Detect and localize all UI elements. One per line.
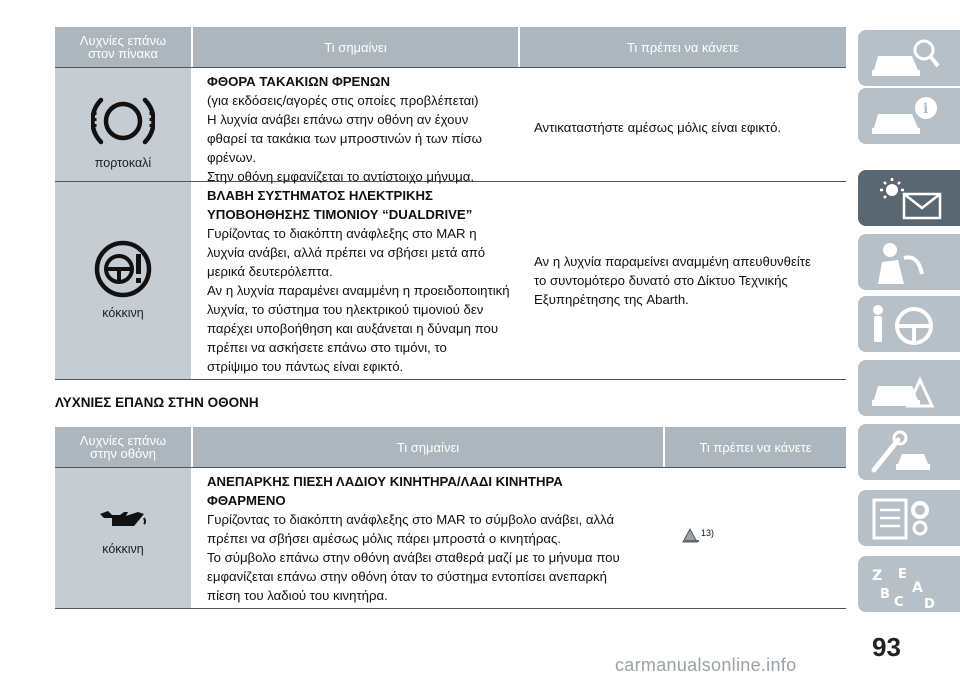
tab-car-info[interactable] [858, 88, 960, 144]
note-reference[interactable]: 13) [701, 528, 715, 538]
table1-header-lamps [55, 27, 191, 67]
table2-meaning-line: πίεση του λαδιού του κινητήρα. [207, 588, 388, 603]
watermark: carmanualsonline.info [615, 655, 797, 675]
row1-action [534, 118, 844, 137]
svg-text:E: E [898, 567, 907, 582]
svg-text:A: A [912, 580, 923, 596]
row1-meaning-line: φρένων. [207, 150, 257, 165]
svg-text:B: B [880, 587, 890, 602]
table2-top-rule [55, 467, 846, 468]
alphabet-index-icon [868, 562, 940, 610]
tab-warning-lights[interactable] [858, 170, 960, 226]
table2-meaning-line: εμφανίζεται επάνω στην οθόνη όταν το σύστημα εντοπίσει ανεπαρκή [207, 569, 607, 584]
row1-title: ΦΘΟΡΑ ΤΑΚΑΚΙΩΝ ΦΡΕΝΩΝ [207, 74, 390, 89]
table1-bottom-rule [55, 379, 846, 380]
row2-meaning-line: πρέπει να ασκήσετε επάνω στο τιμόνι, το [207, 340, 447, 355]
table1-header-action-label: Τι πρέπει να κάνετε [626, 39, 740, 55]
svg-text:Z: Z [872, 568, 883, 584]
table1-header-meaning-label: Τι σημαίνει [324, 39, 387, 55]
row2-meaning-line: παρέχει υποβοήθηση και αυξάνεται η δύναμη που [207, 321, 499, 336]
table2-header-lamps [55, 427, 191, 467]
tab-maintenance[interactable] [858, 424, 960, 480]
row2-action [534, 252, 844, 309]
page-number: 93 [872, 632, 901, 662]
section-title: ΛΥΧΝΙΕΣ ΕΠΑΝΩ ΣΤΗΝ ΟΘΟΝΗ [55, 395, 259, 410]
row1-meaning [207, 72, 517, 186]
table2-title-line: ΑΝΕΠΑΡΚΗΣ ΠΙΕΣΗ ΛΑΔΙΟΥ ΚΙΝΗΤΗΡΑ/ΛΑΔΙ ΚΙΝΗΤΗΡΑ [207, 474, 563, 489]
table1-header-lamps-label: Λυχνίες επάνω στον πίνακα [79, 33, 167, 61]
steering-warning-icon [94, 240, 152, 298]
table1-top-rule [55, 67, 846, 68]
row1-color-label: πορτοκαλί [94, 156, 152, 170]
tab-car-inspection[interactable] [858, 30, 960, 86]
key-steering-wheel-icon [868, 302, 940, 348]
row2-title-line: ΥΠΟΒΟΗΘΗΣΗΣ ΤΙΜΟΝΙΟΥ “DUALDRIVE” [207, 207, 473, 222]
tab-emergency[interactable] [858, 360, 960, 416]
table2-row-meaning [207, 472, 662, 605]
table2-bottom-rule [55, 608, 846, 609]
row2-meaning-line: λυχνία, το σύστημα του ηλεκτρικού τιμονιού δεν [207, 302, 484, 317]
tab-technical-data[interactable] [858, 490, 960, 546]
car-info-icon [868, 94, 940, 140]
brake-pad-wear-icon [91, 92, 155, 150]
oil-pressure-icon [98, 506, 148, 530]
svg-text:D: D [924, 597, 935, 610]
row2-action-line: Αν η λυχνία παραμείνει αναμμένη απευθυνθείτε [534, 254, 811, 269]
car-magnifier-icon [868, 36, 940, 82]
tab-index[interactable] [858, 556, 960, 612]
row1-meaning-line: (για εκδόσεις/αγορές στις οποίες προβλέπεται) [207, 93, 479, 108]
table2-meaning-line: Γυρίζοντας το διακόπτη ανάφλεξης στο MAR το σύμβολο ανάβει, αλλά [207, 512, 615, 527]
table2-lamp-column [55, 467, 191, 608]
row2-action-line: το συντομότερο δυνατό στο Δίκτυο Τεχνικής [534, 273, 788, 288]
row1-meaning-line: Στην οθόνη εμφανίζεται το αντίστοιχο μήνυμα. [207, 169, 475, 184]
table2-header-action-label: Τι πρέπει να κάνετε [699, 439, 812, 455]
row2-meaning-line: μερικά δευτερόλεπτα. [207, 264, 333, 279]
row2-meaning [207, 186, 527, 376]
svg-text:i: i [923, 101, 929, 117]
row1-meaning-line: Η λυχνία ανάβει επάνω στην οθόνη αν έχουν [207, 112, 469, 127]
document-gear-icon [868, 496, 940, 542]
table2-header-meaning [193, 427, 663, 467]
tab-starting-driving[interactable] [858, 296, 960, 352]
row2-title-line: ΒΛΑΒΗ ΣΥΣΤΗΜΑΤΟΣ ΗΛΕΚΤΡΙΚΗΣ [207, 188, 433, 203]
row2-color-label: κόκκινη [102, 306, 144, 320]
warning-light-message-icon [868, 176, 948, 222]
row2-action-line: Εξυπηρέτησης της Abarth. [534, 292, 689, 307]
car-emergency-icon [868, 366, 940, 412]
row1-meaning-line: φθαρεί τα τακάκια των μπροστινών ή των πίσω [207, 131, 482, 146]
warning-book-icon [682, 527, 700, 543]
row1-action-line: Αντικαταστήστε αμέσως μόλις είναι εφικτό. [534, 120, 782, 135]
seat-belt-person-icon [868, 240, 940, 286]
table1-header-meaning [193, 27, 518, 67]
table2-header-action [665, 427, 846, 467]
table1-header-action [520, 27, 846, 67]
row2-meaning-line: Γυρίζοντας το διακόπτη ανάφλεξης στο MAR η [207, 226, 477, 241]
wrench-car-icon [868, 430, 940, 476]
svg-text:C: C [894, 595, 904, 610]
tab-safety[interactable] [858, 234, 960, 290]
row2-meaning-line: λυχνία ανάβει, αλλά πρέπει να σβήσει μετά από [207, 245, 486, 260]
table2-row-color-label: κόκκινη [102, 542, 144, 556]
table2-header-meaning-label: Τι σημαίνει [396, 439, 460, 455]
table2-meaning-line: Το σύμβολο επάνω στην οθόνη ανάβει σταθερά μαζί με το μήνυμα που [207, 550, 620, 565]
table2-title-line: ΦΘΑΡΜΕΝΟ [207, 493, 286, 508]
row2-meaning-line: στρίψιμο του πάντως είναι εφικτό. [207, 359, 404, 374]
row2-meaning-line: Αν η λυχνία παραμένει αναμμένη η προειδοποιητική [207, 283, 510, 298]
table2-meaning-line: πρέπει να σβήσει αμέσως μόλις πάρει μπροστά ο κινητήρας. [207, 531, 562, 546]
table2-header-lamps-label: Λυχνίες επάνω στην οθόνη [79, 433, 167, 461]
